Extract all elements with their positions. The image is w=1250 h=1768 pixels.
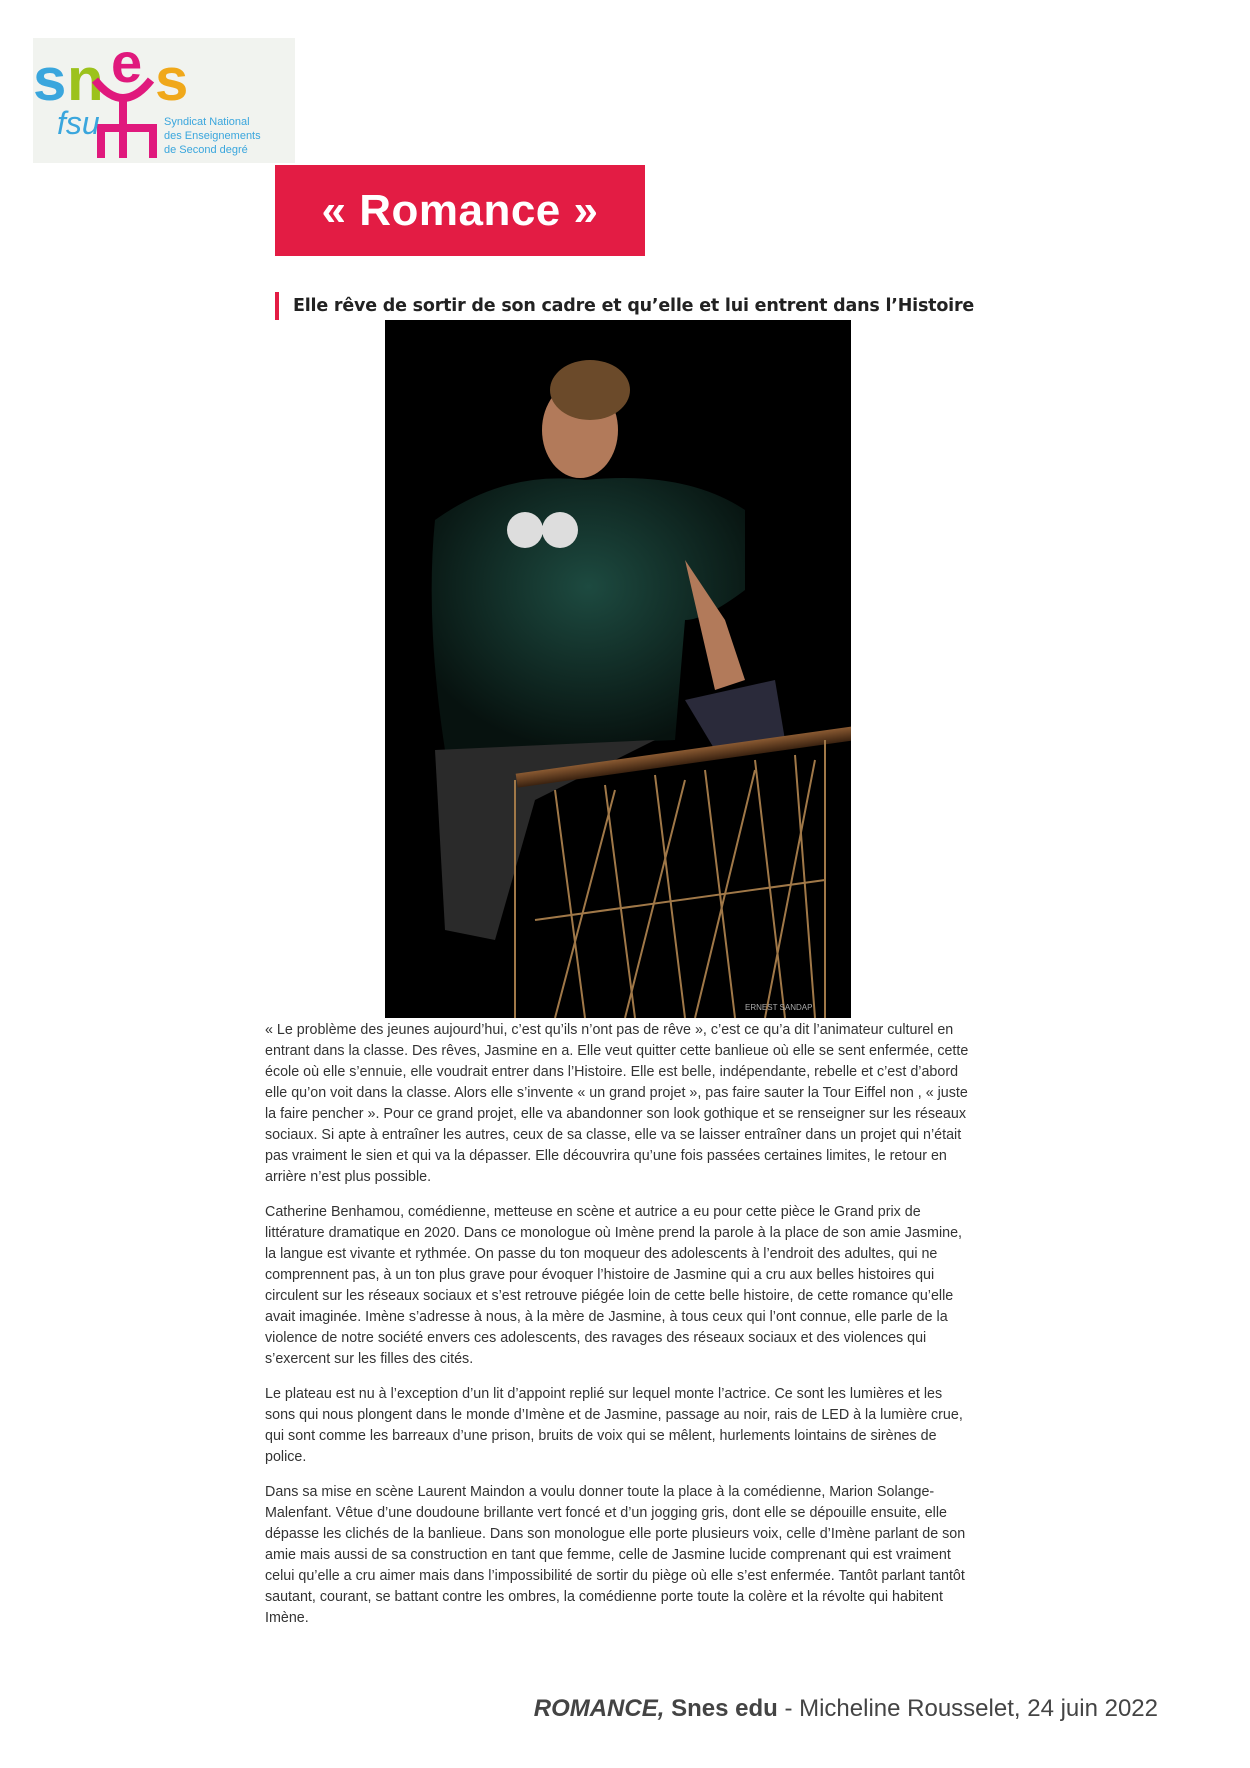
svg-text:s: s: [155, 46, 189, 113]
paragraph: Dans sa mise en scène Laurent Maindon a voulu donner toute la place à la comédienne, Marion Solange-Malenfant. Vêtue d’une doudoune brillante vert foncé et d’un jogging gris, dont elle se dépouille ensuite, elle dépasse les clichés de la banlieue. Dans son monologue elle porte plusieurs voix, celle d’Imène parlant de son amie mais aussi de sa construction en tant que femme, celle de Jasmine lucide comprenant qui est vraiment celui qu’elle a cru aimer mais dans l’impossibilité de sortir du piège où elle s’est enfermée. Tantôt parlant tantôt sautant, courant, se battant contre les ombres, la comédienne porte toute la colère et la révolte qui habitent Imène.: [265, 1484, 966, 1626]
svg-text:n: n: [67, 46, 104, 113]
svg-text:de Second degré: de Second degré: [164, 144, 248, 156]
logo-fsu: fsu: [57, 105, 100, 141]
svg-text:s: s: [33, 46, 67, 113]
article-body: [265, 1020, 975, 1643]
photo-credit: ERNEST SANDAP: [745, 1003, 813, 1012]
subtitle-accent-bar: [275, 292, 279, 320]
article-subtitle: Elle rêve de sortir de son cadre et qu’elle et lui entrent dans l’Histoire: [275, 292, 974, 320]
paragraph: « Le problème des jeunes aujourd’hui, c’est qu’ils n’ont pas de rêve », c’est ce qu’a dit l’animateur culturel en entrant dans la classe. Des rêves, Jasmine en a. Elle veut quitter cette banlieue où elle se sent enfermée, cette école où elle s’ennuie, elle voudrait entrer dans l’Histoire. Elle est belle, indépendante, rebelle et c’est d’abord elle qu’on voit dans la classe. Alors elle s’invente « un grand projet », pas faire sauter la Tour Eiffel non , « juste la faire pencher ». Pour ce grand projet, elle va abandonner son look gothique et se renseigner sur les réseaux sociaux. Si apte à entraîner les autres, ceux de sa classe, elle va se laisser entraîner dans un projet qui n’était pas vraiment le sien et qui va la dépasser. Elle découvrira qu’une fois passées certaines limites, le retour en arrière n’est plus possible.: [265, 1022, 969, 1185]
source-footer: ROMANCE, Snes edu - Micheline Rousselet, 24 juin 2022: [533, 1695, 1158, 1722]
article-title: « Romance »: [275, 165, 645, 256]
svg-text:e: e: [111, 38, 143, 94]
paragraph: Le plateau est nu à l’exception d’un lit d’appoint replié sur lequel monte l’actrice. Ce sont les lumières et les sons qui nous plongent dans le monde d’Imène et de Jasmine, passage au noir, rais de LED à la lumière crue, qui sont comme les barreaux d’une prison, bruits de voix qui se mêlent, hurlements lointains de sirènes de police.: [265, 1386, 963, 1465]
paragraph: Catherine Benhamou, comédienne, metteuse en scène et autrice a eu pour cette pièce le Grand prix de littérature dramatique en 2020. Dans ce monologue où Imène prend la parole à la place de son amie Jasmine, la langue est vivante et rythmée. On passe du ton moqueur des adolescents à l’endroit des adultes, qui ne comprennent pas, à un ton plus grave pour évoquer l’histoire de Jasmine qui a cru aux belles histoires qui circulent sur les réseaux sociaux et s’est retrouve piégée loin de cette belle histoire, de cette romance qu’elle avait imaginée. Imène s’adresse à nous, à la mère de Jasmine, à tous ceux qui l’ont connue, elle parle de la violence de notre société envers ces adolescents, des ravages des réseaux sociaux et des violences qui s’exercent sur les filles des cités.: [265, 1204, 963, 1367]
svg-text:des Enseignements: des Enseignements: [164, 130, 261, 142]
stage-photo: [385, 320, 851, 1018]
snes-fsu-logo: [33, 38, 295, 163]
svg-text:Syndicat National: Syndicat National: [164, 116, 250, 128]
